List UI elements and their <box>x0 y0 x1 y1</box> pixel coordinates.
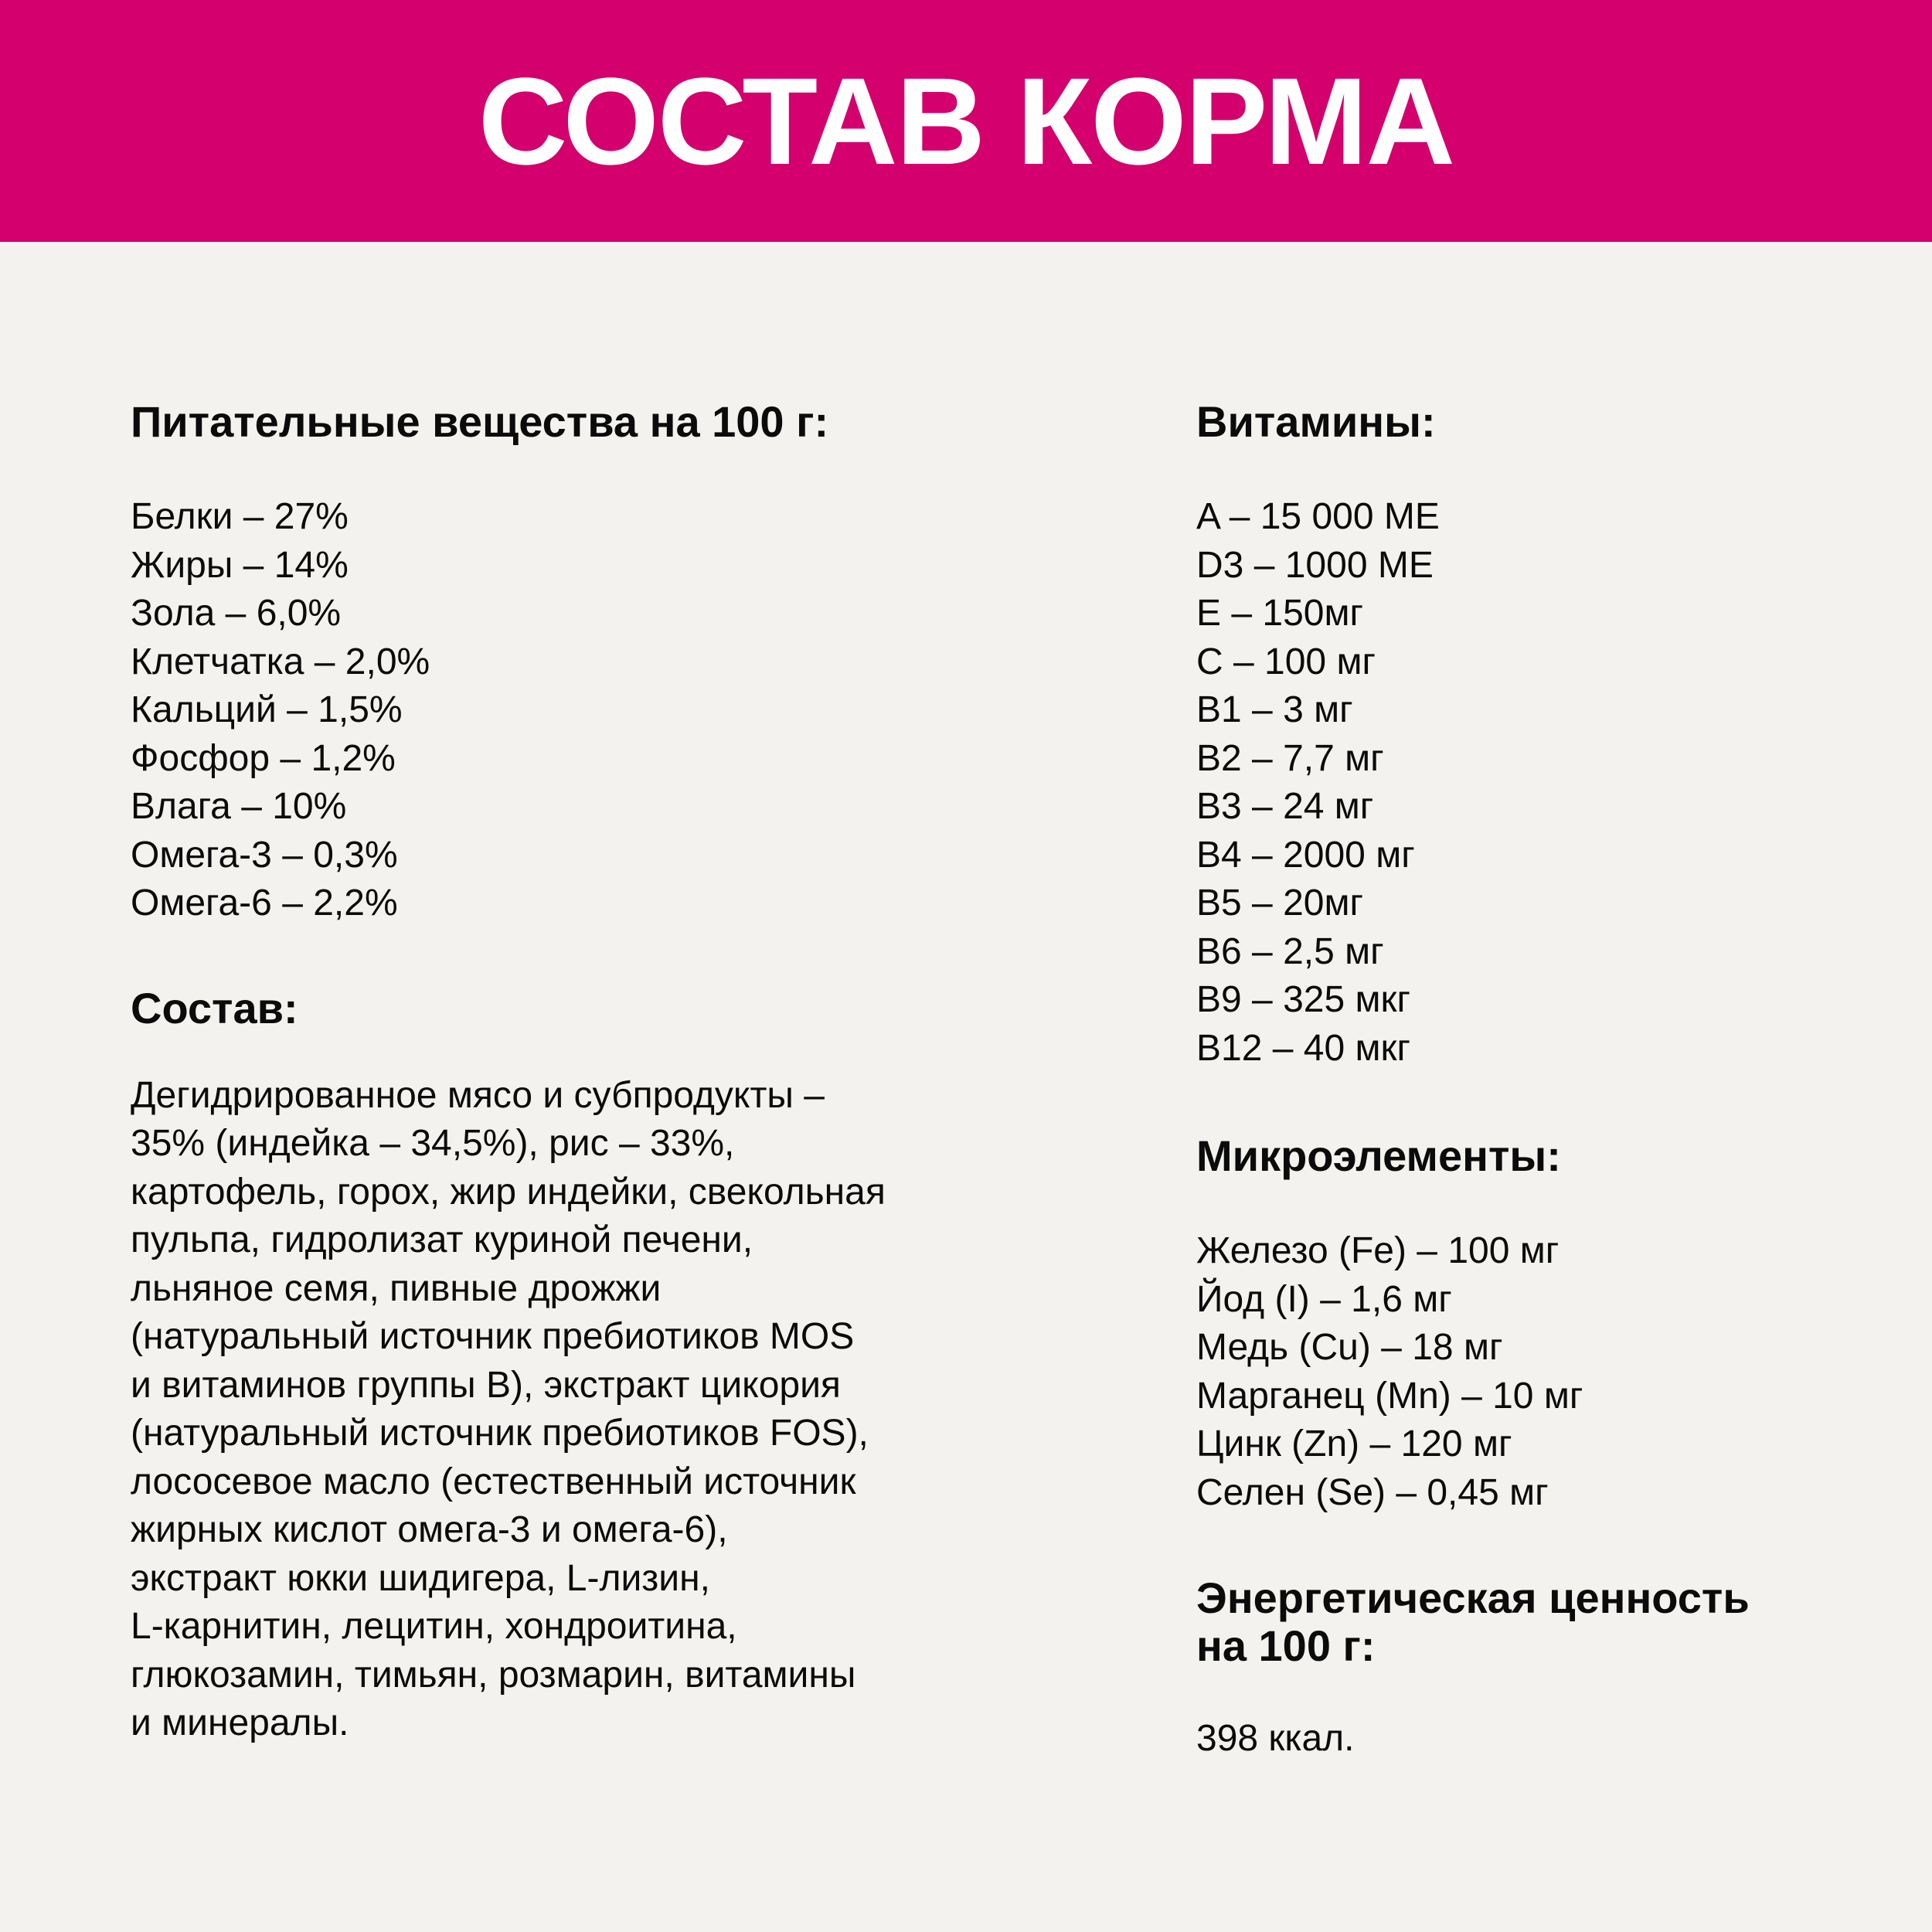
right-column <box>1196 394 1892 1764</box>
nutrients-list <box>131 493 1043 928</box>
nutrient-item: Омега-3 – 0,3% <box>131 834 398 876</box>
vitamin-item: B5 – 20мг <box>1196 883 1363 923</box>
vitamin-item: E – 150мг <box>1196 593 1363 634</box>
nutrient-item: Омега-6 – 2,2% <box>131 883 398 923</box>
nutrient-item: Кальций – 1,5% <box>131 689 403 730</box>
composition-line: жирных кислот омега-3 и омега-6), <box>131 1509 728 1550</box>
microelements-list <box>1196 1227 1892 1517</box>
vitamin-item: B4 – 2000 мг <box>1196 834 1415 876</box>
composition-line: и минералы. <box>131 1702 349 1743</box>
composition-line: и витаминов группы B), экстракт цикория <box>131 1364 841 1406</box>
composition-line: L-карнитин, лецитин, хондроитина, <box>131 1606 737 1647</box>
vitamin-item: B3 – 24 мг <box>1196 786 1374 827</box>
nutrients-heading: Питательные вещества на 100 г: <box>131 397 829 446</box>
microelement-item: Марганец (Mn) – 10 мг <box>1196 1375 1583 1417</box>
composition-line: (натуральный источник пребиотиков MOS <box>131 1316 855 1357</box>
nutrient-item: Клетчатка – 2,0% <box>131 641 430 682</box>
microelement-item: Железо (Fe) – 100 мг <box>1196 1230 1560 1271</box>
composition-line: льняное семя, пивные дрожжи <box>131 1267 662 1309</box>
composition-line: картофель, горох, жир индейки, свекольная <box>131 1171 886 1213</box>
energy-heading-line: Энергетическая ценность <box>1196 1573 1750 1622</box>
vitamin-item: B1 – 3 мг <box>1196 689 1353 730</box>
microelement-item: Медь (Cu) – 18 мг <box>1196 1327 1503 1368</box>
nutrient-item: Белки – 27% <box>131 496 349 537</box>
energy-heading <box>1196 1574 1892 1670</box>
page-title: СОСТАВ КОРМА <box>478 52 1454 190</box>
nutrient-item: Зола – 6,0% <box>131 593 342 634</box>
header-banner <box>0 0 1932 242</box>
vitamin-item: B9 – 325 мкг <box>1196 979 1411 1020</box>
microelement-item: Цинк (Zn) – 120 мг <box>1196 1423 1512 1464</box>
vitamin-item: B12 – 40 мкг <box>1196 1027 1411 1069</box>
nutrient-item: Фосфор – 1,2% <box>131 737 396 779</box>
vitamin-item: A – 15 000 МЕ <box>1196 496 1440 537</box>
vitamins-list <box>1196 493 1892 1073</box>
vitamins-heading: Витамины: <box>1196 397 1436 446</box>
composition-line: Дегидрированное мясо и субпродукты – <box>131 1074 825 1116</box>
nutrient-item: Влага – 10% <box>131 786 347 827</box>
composition-line: глюкозамин, тимьян, розмарин, витамины <box>131 1654 856 1696</box>
energy-heading-line: на 100 г: <box>1196 1621 1376 1670</box>
composition-line: пульпа, гидролизат куриной печени, <box>131 1219 753 1260</box>
vitamin-item: B2 – 7,7 мг <box>1196 737 1384 779</box>
vitamin-item: B6 – 2,5 мг <box>1196 930 1384 972</box>
microelement-item: Селен (Se) – 0,45 мг <box>1196 1471 1549 1513</box>
vitamin-item: D3 – 1000 МЕ <box>1196 544 1434 586</box>
vitamin-item: C – 100 мг <box>1196 641 1376 682</box>
composition-line: (натуральный источник пребиотиков FOS), <box>131 1413 869 1454</box>
composition-line: экстракт юкки шидигера, L-лизин, <box>131 1557 710 1599</box>
composition-line: лососевое масло (естественный источник <box>131 1461 856 1502</box>
composition-line: 35% (индейка – 34,5%), рис – 33%, <box>131 1123 735 1164</box>
left-column <box>131 394 1043 1748</box>
microelements-heading: Микроэлементы: <box>1196 1131 1561 1180</box>
microelement-item: Йод (I) – 1,6 мг <box>1196 1278 1452 1320</box>
composition-heading: Состав: <box>131 983 298 1032</box>
nutrient-item: Жиры – 14% <box>131 544 349 586</box>
energy-value: 398 ккал. <box>1196 1718 1355 1759</box>
composition-text <box>131 1072 1043 1748</box>
